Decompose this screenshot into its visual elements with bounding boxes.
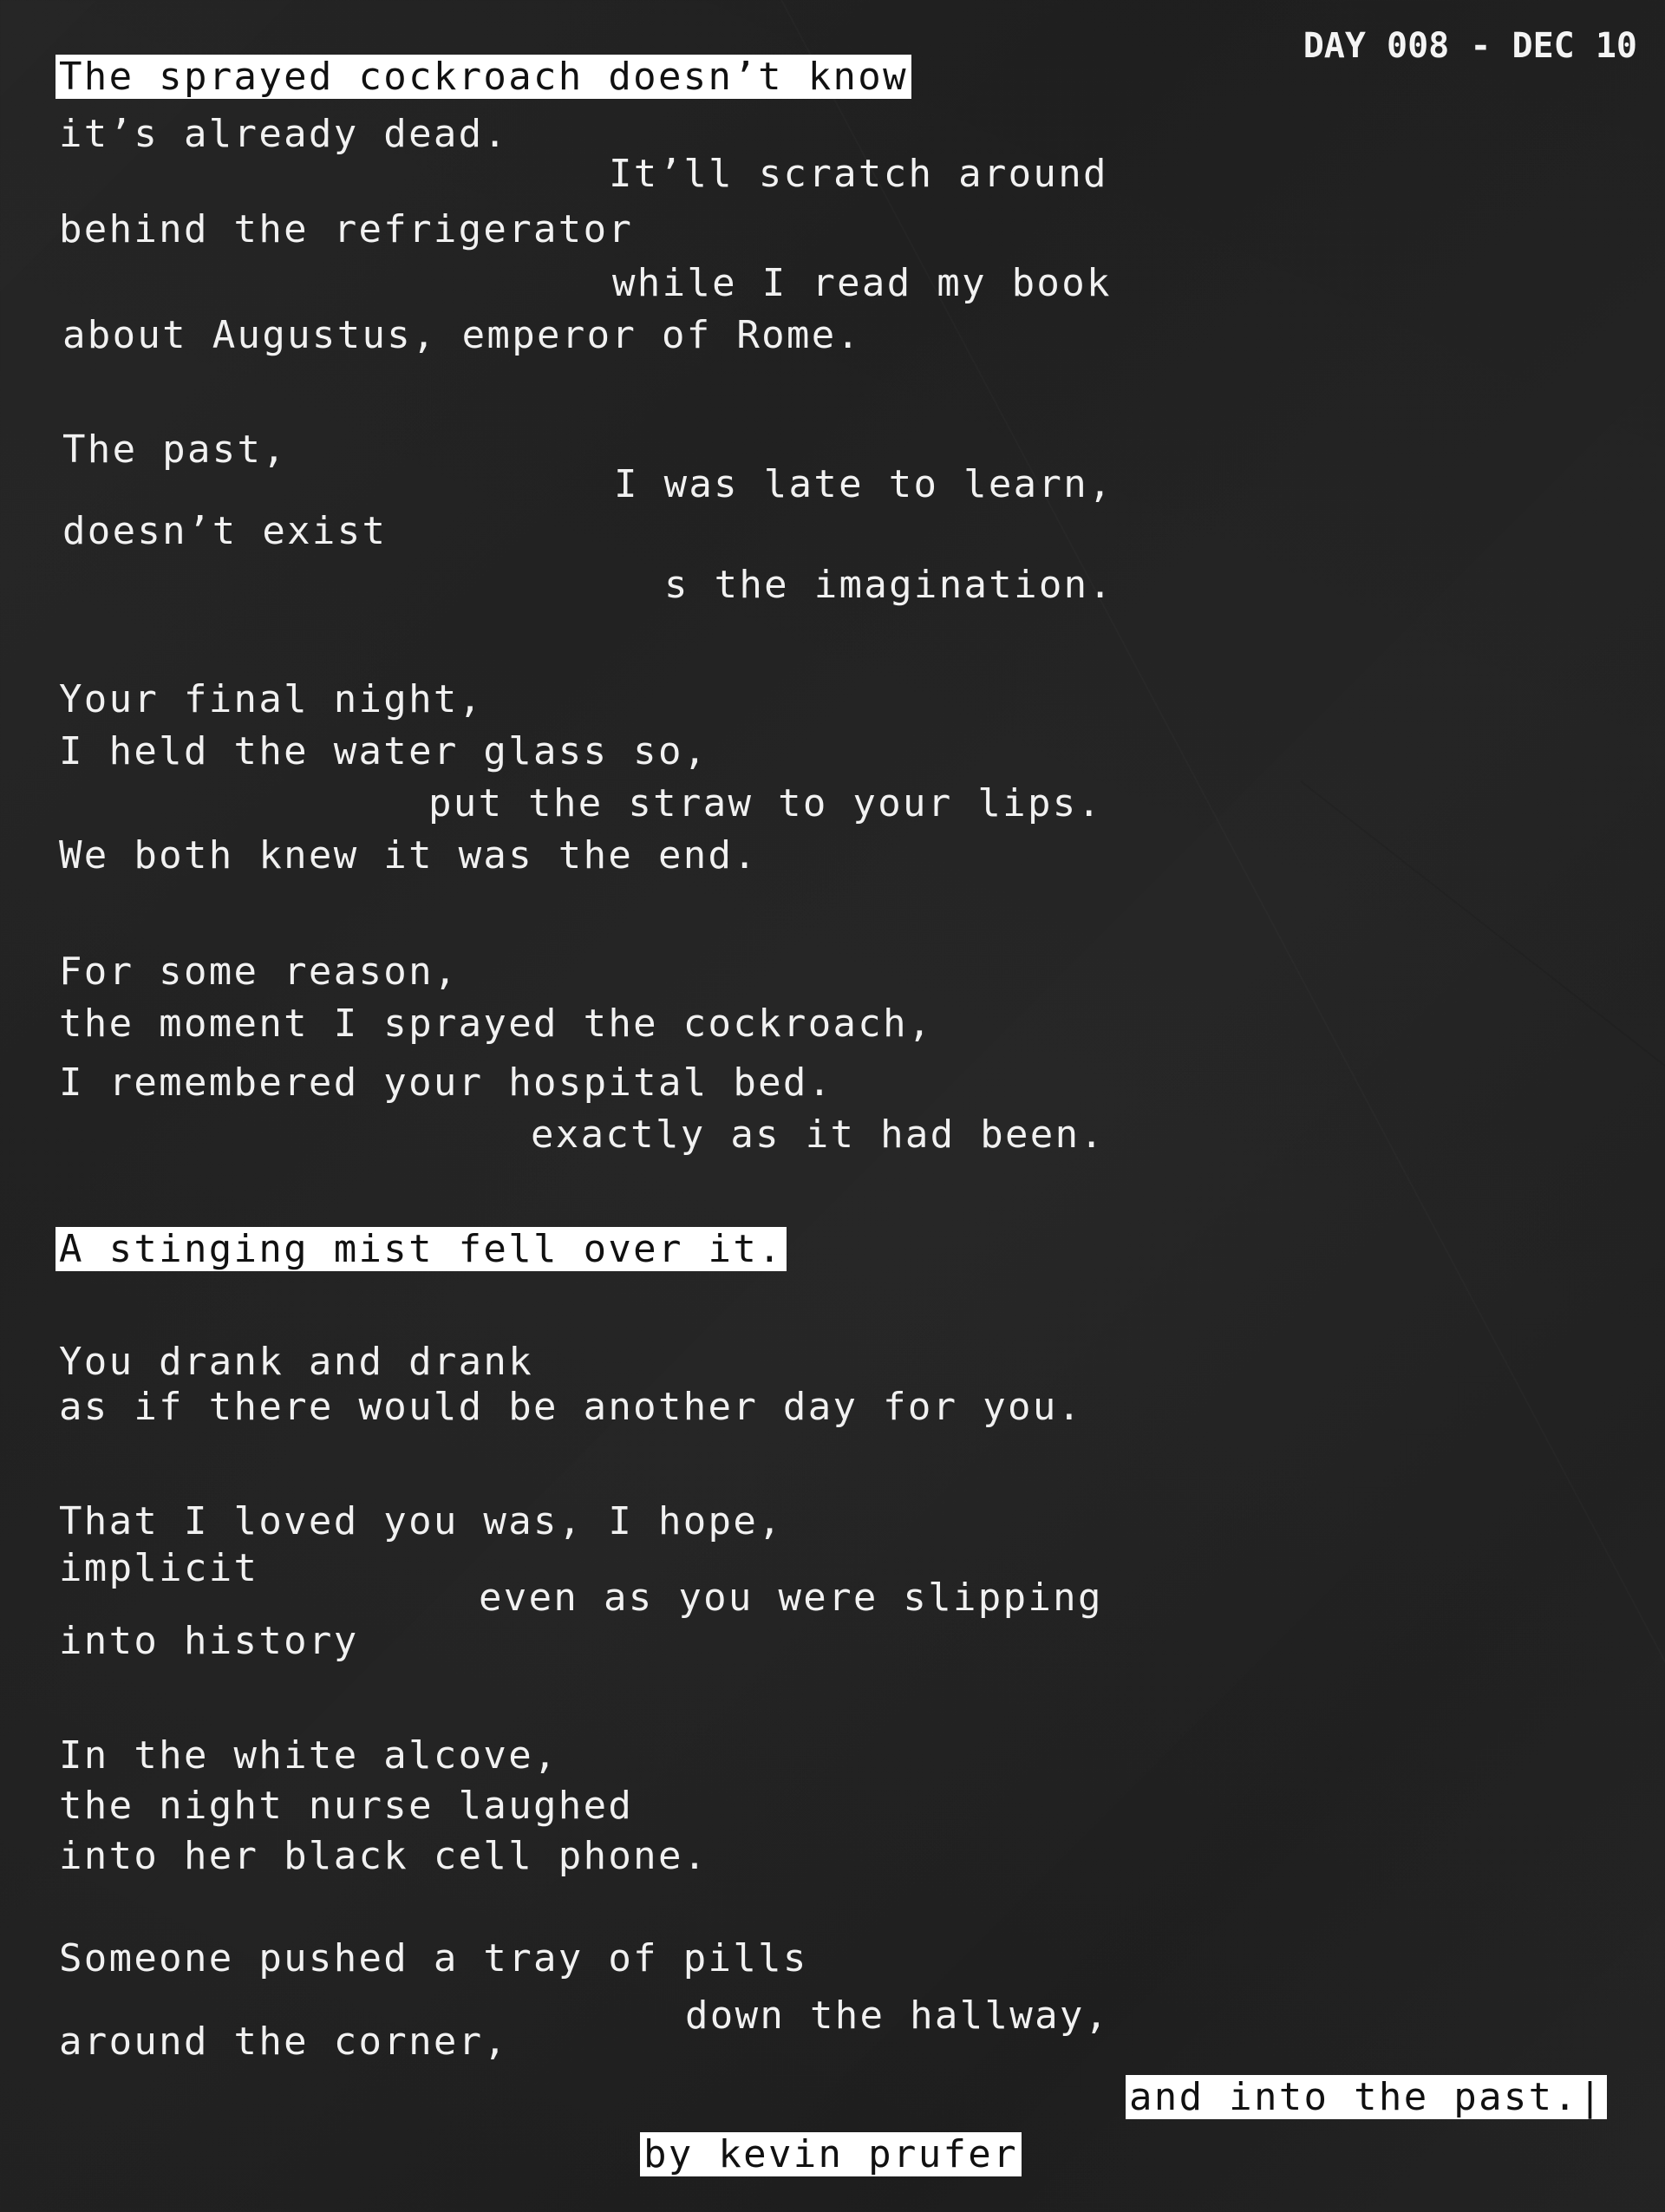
day-date-header: DAY 008 - DEC 10 bbox=[1303, 26, 1637, 66]
poem-line: In the white alcove, bbox=[59, 1733, 558, 1778]
poem-line: behind the refrigerator bbox=[59, 207, 634, 251]
poem-line: down the hallway, bbox=[685, 1993, 1110, 2038]
poem-line: into history bbox=[59, 1619, 359, 1663]
poem-line: the moment I sprayed the cockroach, bbox=[59, 1002, 933, 1046]
poem-line: I remembered your hospital bed. bbox=[59, 1060, 833, 1105]
poem-line: We both knew it was the end. bbox=[59, 833, 759, 878]
poem-line: That I loved you was, I hope, bbox=[59, 1499, 783, 1543]
byline bbox=[640, 2130, 1022, 2180]
poem-line: around the corner, bbox=[59, 2020, 509, 2064]
poem-line: while I read my book bbox=[612, 261, 1112, 305]
poem-line: s the imagination. bbox=[664, 563, 1114, 607]
poem-line: doesn’t exist bbox=[62, 509, 388, 553]
paper-crease bbox=[1300, 780, 1665, 1156]
poem-line: into her black cell phone. bbox=[59, 1834, 708, 1878]
poem-line: implicit bbox=[59, 1546, 259, 1590]
poem-line: the night nurse laughed bbox=[59, 1784, 634, 1828]
poem-line: even as you were slipping bbox=[479, 1576, 1103, 1620]
poem-line: exactly as it had been. bbox=[531, 1113, 1106, 1157]
poem-line: For some reason, bbox=[59, 949, 459, 994]
poem-line: it’s already dead. bbox=[59, 112, 509, 156]
poem-line: It’ll scratch around bbox=[609, 152, 1108, 196]
poem-line: The past, bbox=[62, 427, 288, 472]
poem-line: I held the water glass so, bbox=[59, 729, 708, 773]
poem-line: I was late to learn, bbox=[614, 462, 1113, 506]
highlighted-line: A stinging mist fell over it. bbox=[56, 1227, 787, 1271]
poem-line: Your final night, bbox=[59, 677, 484, 721]
poem-line bbox=[1126, 2072, 1607, 2123]
author-byline: by kevin prufer bbox=[640, 2132, 1022, 2176]
poem-line: about Augustus, emperor of Rome. bbox=[62, 313, 862, 357]
poem-line: You drank and drank bbox=[59, 1340, 534, 1384]
poem-line: put the straw to your lips. bbox=[428, 781, 1103, 825]
poem-line bbox=[56, 1224, 787, 1275]
highlighted-line: The sprayed cockroach doesn’t know bbox=[56, 55, 911, 99]
poem-line: Someone pushed a tray of pills bbox=[59, 1936, 808, 1980]
poem-line bbox=[56, 52, 911, 102]
highlighted-line: and into the past.| bbox=[1126, 2075, 1607, 2119]
poem-line: as if there would be another day for you. bbox=[59, 1385, 1083, 1429]
